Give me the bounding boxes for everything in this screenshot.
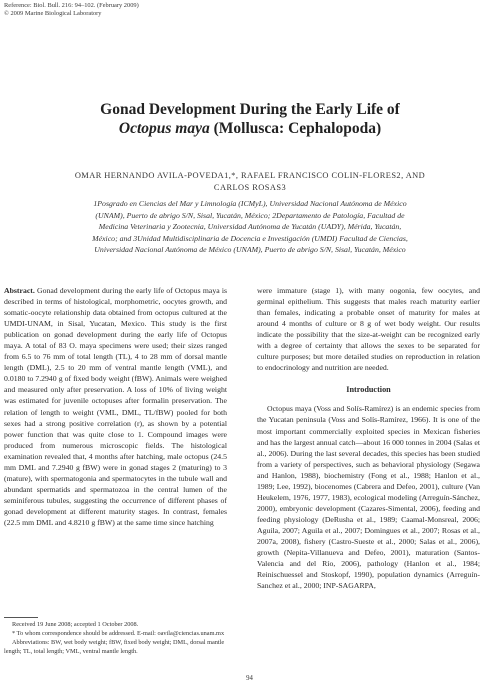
affiliation-line: Medicina Veterinaria y Zootecnia, Universidad Autónoma de Yucatán (UADY), Mérida, Yucatán,: [98, 222, 402, 232]
page-number: 94: [246, 675, 253, 682]
title-species: Octopus maya: [118, 120, 210, 137]
footnote-rule: [4, 617, 38, 618]
journal-header: [4, 2, 139, 18]
section-heading-introduction: Introduction: [346, 385, 391, 395]
article-title: [20, 100, 480, 138]
copyright-line: © 2009 Marine Biological Laboratory: [4, 10, 102, 17]
introduction-paragraph: Octopus maya (Voss and Solís-Ramírez) is an endemic species from the Yucatan peninsula (Voss and Solís-Ramírez, 1966). It is one of the most important commercially exploited species in Mexican fisheries and has the largest annual catch—about 16 000 tonnes in 2004 (Salas et al., 2006). During the last several decades, this species has been studied from a variety of perspectives, such as behavioral physiology (Segawa and Hanlon, 1988), biochemistry (Fong et al., 1988; Hanlon et al., 1989; Lee, 1992), biocenomes (Cabrera and Defeo, 2001), culture (Van Heukelem, 1976, 1977, 1983), ecological modeling (Arreguín-Sánchez, 2000), embryonic development (Cazares-Simental, 2006), feeding and feeding physiology (DeRusha et al., 1989; Caamal-Monsreal, 2006; Aguila, 2007; Aguila et al., 2007; Domingues et al., 2007; Rosas et al., 2007a, 2008), fishery (Castro-Sueste et al., 2000; Salas et al., 2006), growth (Nepita-Villanueva and Defeo, 2001), maturation (Santos-Valencia and del Río, 2006), pathology (Hanlon et al., 1984; Reinischuessel and Stoskopf, 1990), population dynamics (Arreguín-Sanchez et al., 2000; INP-SAGARPA,: [257, 404, 480, 591]
affiliation-line: México; and 3Unidad Multidisciplinaria de Docencia e Investigación (UMDI) Facultad de Ciencias,: [92, 233, 408, 243]
correspondence-note: * To whom correspondence should be addressed. E-mail: oavila@ciencias.unam.mx: [12, 629, 225, 637]
author-line-2: CARLOS ROSAS3: [213, 183, 287, 192]
title-taxon: (Mollusca: Cephalopoda): [209, 120, 382, 137]
title-line-2: [20, 119, 480, 138]
abstract-continuation: were immature (stage 1), with many oogonia, few oocytes, and germinal epithelium. This suggests that males reach maturity earlier than females, indicating a probable onset of maturity for males at around 4 months of culture or 8 g of wet body weight. Our results indicate the possibility that the size-at-weight can be recognized early with a degree of certainty that allows the sexes to be separated for culture purposes; but more detailed studies on reproduction in relation to endocrinology and nutrition are needed.: [257, 286, 480, 373]
footnotes: [4, 617, 227, 657]
author-line-1: OMAR HERNANDO AVILA-POVEDA1,*, RAFAEL FRANCISCO COLIN-FLORES2, AND: [74, 171, 426, 180]
right-column: [257, 285, 480, 591]
affiliation-line: Universidad Nacional Autónoma de México (UNAM), Puerto de abrigo S/N, Sisal, Yucatán, México: [94, 245, 406, 255]
affiliations: [34, 198, 466, 256]
title-line-1: Gonad Development During the Early Life of: [100, 101, 400, 118]
received-note: Received 19 June 2008; accepted 1 October 2008.: [12, 621, 139, 628]
left-column: [4, 285, 227, 528]
abbreviations-note: Abbreviations: BW, wet body weight; fBW, fixed body weight; DML, dorsal mantle length; TL, total length; VML, ventral mantle length.: [4, 638, 225, 655]
author-list: [40, 170, 460, 194]
citation-line: Reference: Biol. Bull. 216: 94–102. (February 2009): [4, 2, 139, 9]
affiliation-line: 1Posgrado en Ciencias del Mar y Limnología (ICMyL), Universidad Nacional Autónoma de México: [93, 199, 407, 208]
abstract-paragraph: [4, 285, 227, 528]
abstract-text: Gonad development during the early life of Octopus maya is described in terms of histological, morphometric, oocytes growth, and somatic-oocyte relationship data obtained from octopus cultured at the UMDI-UNAM, in Sisal, Yucatan, Mexico. This study is the first publication on gonad development during the early life of Octopus maya. A total of 83 O. maya specimens were used; their sizes ranged from 6.5 to 76 mm of total length (TL), 4 to 28 mm of dorsal mantle length (DML), 2.5 to 20 mm of ventral mantle length (VML), and 0.0180 to 7.2940 g of fixed body weight (fBW). Animals were weighed and measured only after preservation. A loss of 10% of living weight was estimated for juvenile octopuses after formalin preservation. The relation of length to weight (VML, DML, TL/fBW) pooled for both sexes had a strong positive correlation (r), as shown by a potential power function that was quite close to 1. Compound images were produced from numerous microscopic fields. The histological examination revealed that, 4 months after hatching, male octopus (24.5 mm DML and 7.2940 g fBW) were in gonad stages 2 (maturing) to 3 (mature), with spermatogonia and spermatocytes in the tubule wall and abundant spermatids and spermatozoa in the central lumen of the seminiferous tubules, suggesting the occurrence of different phases of gonad development at different maturity stages. In contrast, females (22.5 mm DML and 4.8210 g fBW) at the same time since hatching: [4, 286, 228, 527]
affiliation-line: (UNAM), Puerto de abrigo S/N, Sisal, Yucatán, México; 2Departamento de Patología, Facultad de: [95, 210, 405, 220]
abstract-label: Abstract.: [4, 286, 35, 295]
